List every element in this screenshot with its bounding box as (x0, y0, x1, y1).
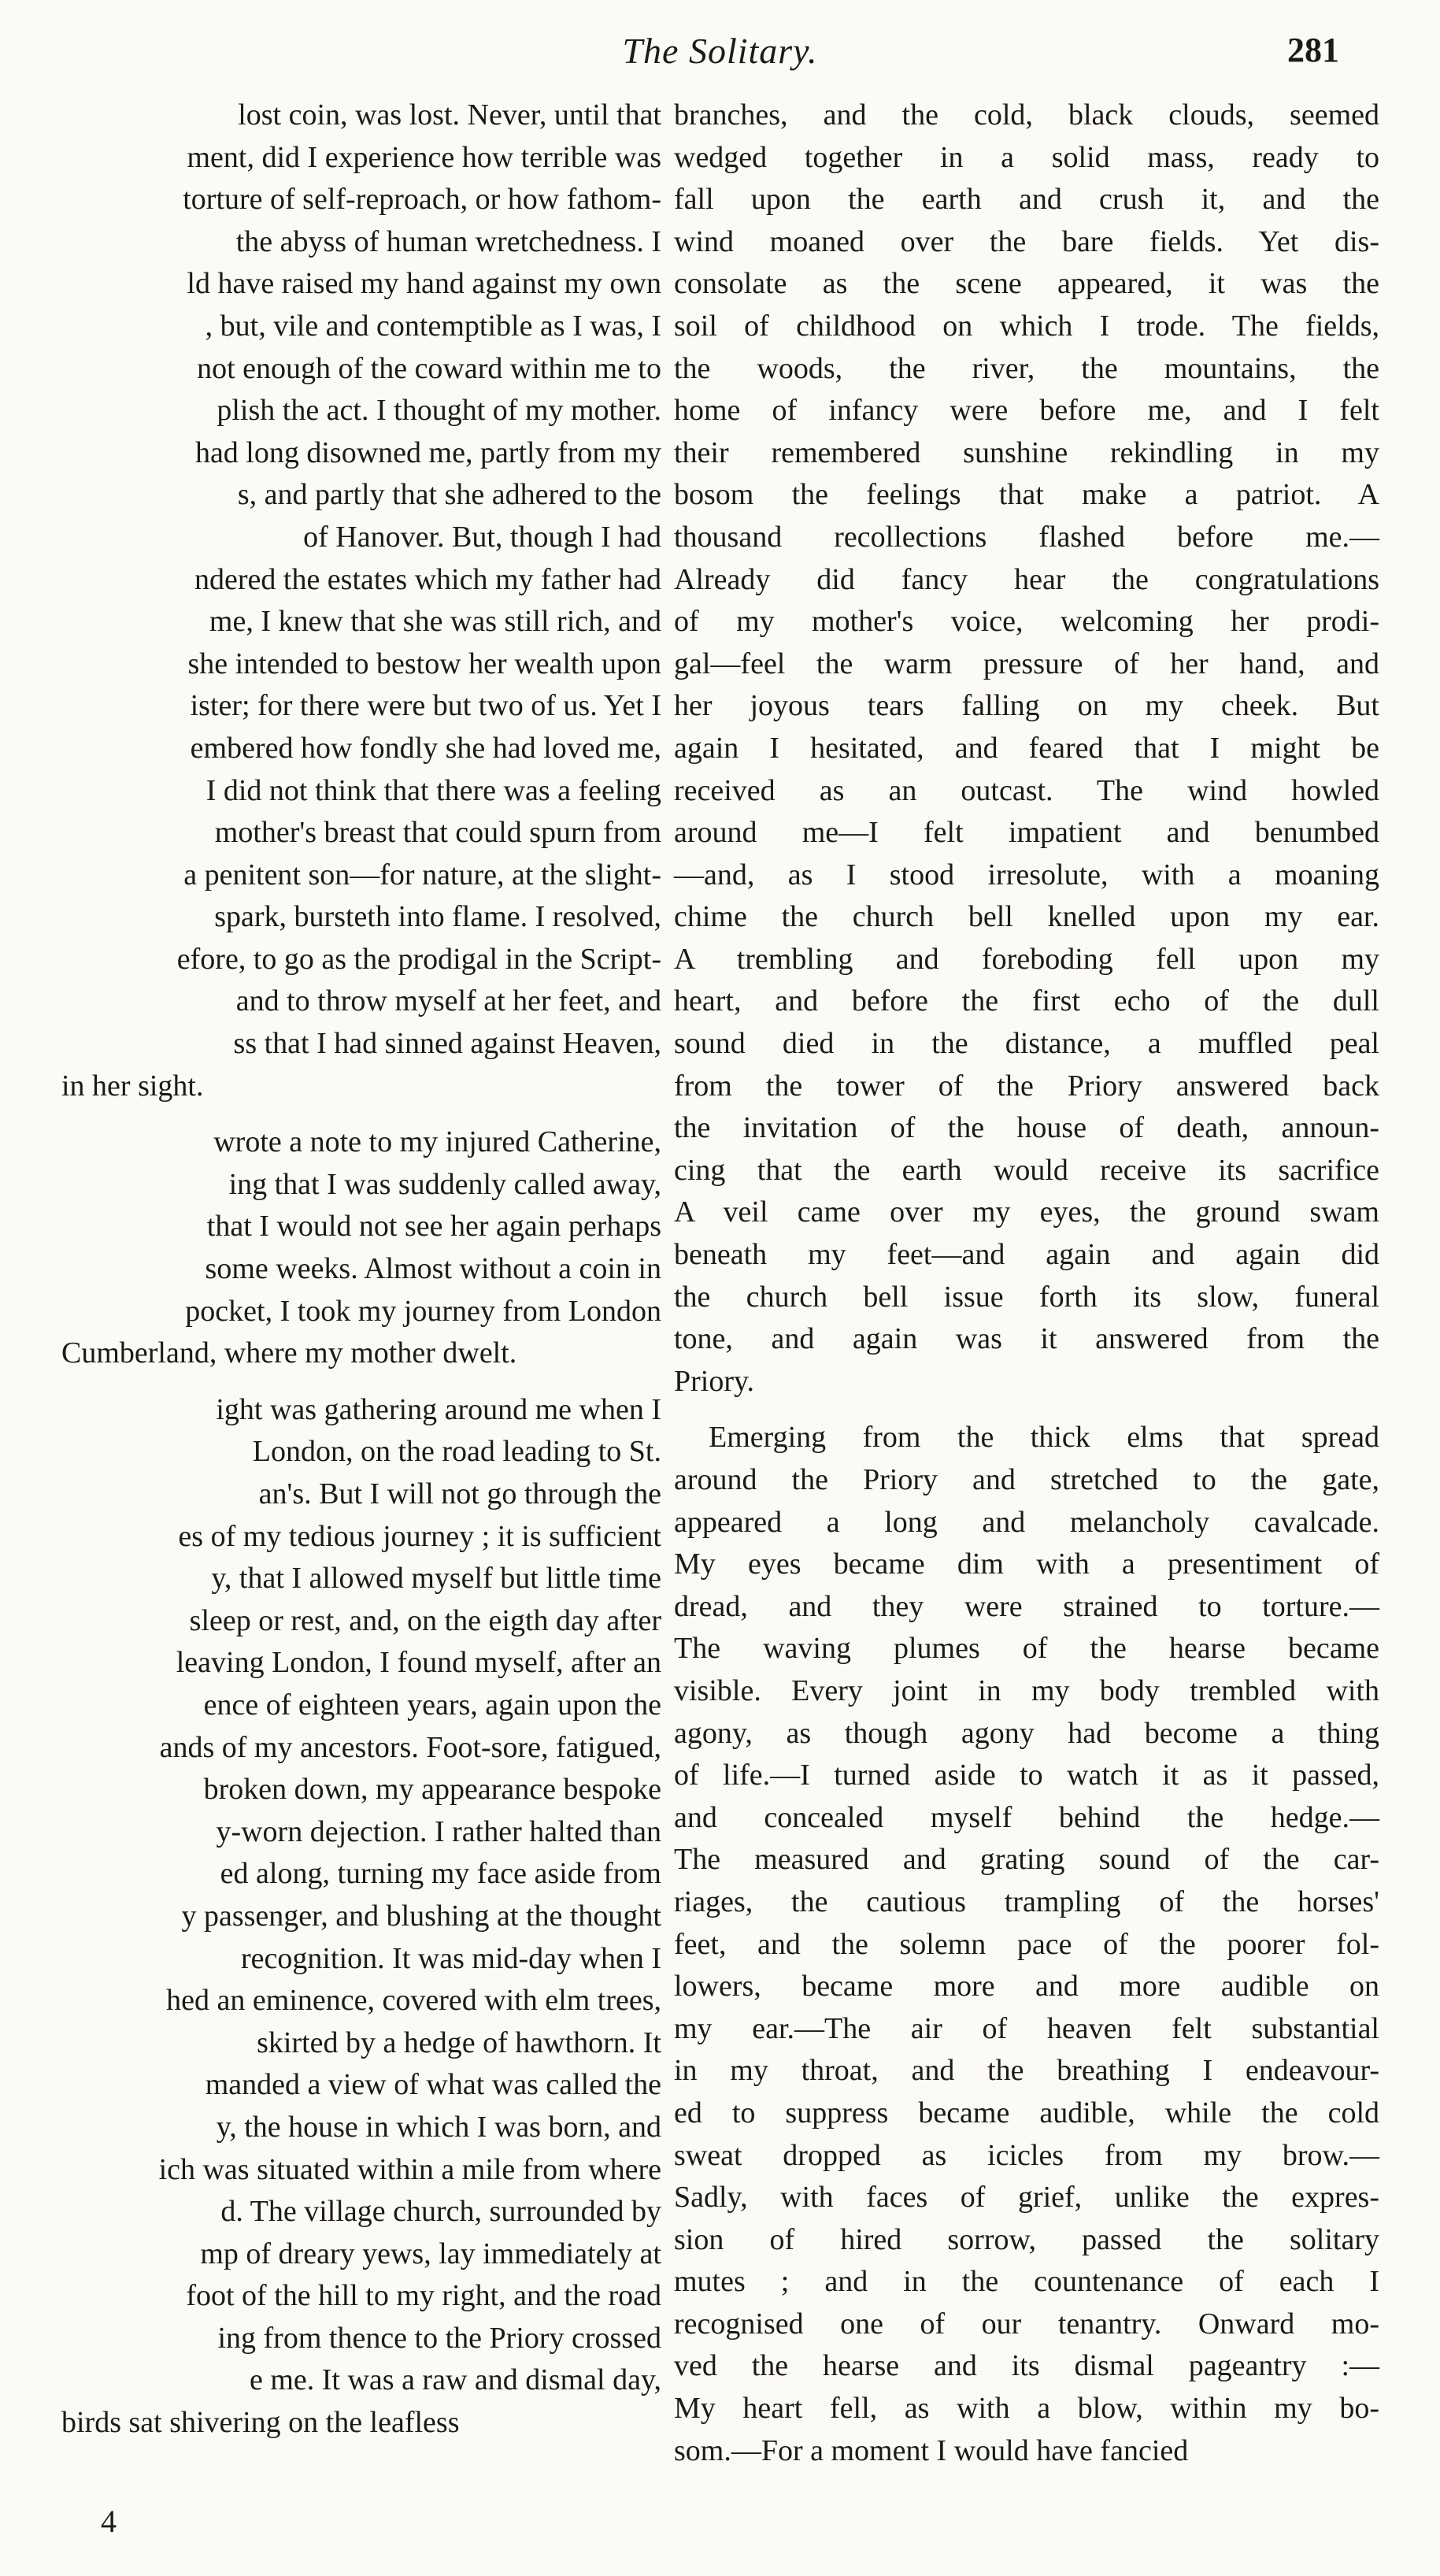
text-line: some weeks. Almost without a coin in (205, 1252, 661, 1286)
text-line: and to throw myself at her feet, and (235, 984, 661, 1018)
text-line: I did not think that there was a feeling (205, 773, 661, 807)
text-line: skirted by a hedge of hawthorn. It (257, 2026, 661, 2059)
text-line: the woods, the river, the mountains, the (674, 351, 1379, 385)
text-line: my ear.—The air of heaven felt substantial (674, 2011, 1379, 2045)
text-line: agony, as though agony had become a thing (674, 1716, 1379, 1750)
text-line: wrote a note to my injured Catherine, (213, 1125, 661, 1159)
text-line: riages, the cautious trampling of the horses' (674, 1885, 1379, 1918)
text-line: hed an eminence, covered with elm trees, (166, 1984, 661, 2018)
text-line: My eyes became dim with a presentiment of (674, 1547, 1379, 1581)
text-line: mp of dreary yews, lay immediately at (200, 2237, 661, 2270)
text-line: Priory. (674, 1364, 755, 1398)
text-line: not enough of the coward within me to (197, 351, 661, 385)
text-line: Already did fancy hear the congratulations (674, 562, 1379, 596)
text-line: plish the act. I thought of my mother. (217, 394, 661, 428)
text-line: recognition. It was mid-day when I (241, 1941, 661, 1975)
text-line: A veil came over my eyes, the ground swam (674, 1195, 1379, 1229)
text-line: s, and partly that she adhered to the (237, 478, 661, 512)
text-line: Sadly, with faces of grief, unlike the expres- (674, 2181, 1379, 2215)
text-line: branches, and the cold, black clouds, seemed (674, 98, 1379, 132)
text-line: soil of childhood on which I trode. The fields, (674, 309, 1379, 343)
text-line: ved the hearse and its dismal pageantry :— (674, 2349, 1379, 2383)
text-line: home of infancy were before me, and I felt (674, 394, 1379, 428)
text-line: feet, and the solemn pace of the poorer fol- (674, 1927, 1379, 1961)
text-line: mutes ; and in the countenance of each I (674, 2265, 1379, 2299)
text-line: ight was gathering around me when I (216, 1392, 661, 1426)
text-line: ands of my ancestors. Foot-sore, fatigued, (159, 1730, 661, 1764)
text-line: sion of hired sorrow, passed the solitary (674, 2222, 1379, 2256)
paragraph (38, 1389, 661, 2444)
text-line: wind moaned over the bare fields. Yet dis- (674, 224, 1379, 258)
text-line: the church bell issue forth its slow, funeral (674, 1280, 1379, 1314)
text-line: sweat dropped as icicles from my brow.— (674, 2138, 1379, 2172)
text-line: ed along, turning my face aside from (220, 1857, 661, 1891)
paragraph (38, 1121, 661, 1375)
text-line: ing that I was suddenly called away, (228, 1167, 661, 1201)
text-line: of my mother's voice, welcoming her prodi- (674, 605, 1379, 639)
text-line: from the tower of the Priory answered back (674, 1069, 1379, 1103)
text-line: the abyss of human wretchedness. I (235, 224, 661, 258)
text-line: The measured and grating sound of the car- (674, 1843, 1379, 1877)
signature-mark: 4 (101, 2504, 117, 2539)
text-line: My heart fell, as with a blow, within my bo- (674, 2392, 1379, 2426)
text-line: an's. But I will not go through the (258, 1477, 661, 1510)
text-line: birds sat shivering on the leafless (61, 2406, 460, 2440)
text-line: ndered the estates which my father had (194, 562, 661, 596)
text-line: visible. Every joint in my body trembled with (674, 1673, 1379, 1707)
text-line: sleep or rest, and, on the eigth day after (189, 1603, 661, 1637)
paragraph-gap (38, 1375, 661, 1389)
paragraph-gap (674, 1403, 1379, 1417)
text-line: recognised one of our tenantry. Onward mo- (674, 2307, 1379, 2341)
text-line: her joyous tears falling on my cheek. But (674, 689, 1379, 723)
text-line: , but, vile and contemptible as I was, I (205, 309, 661, 343)
text-line: leaving London, I found myself, after an (176, 1646, 661, 1680)
text-line: tone, and again was it answered from the (674, 1322, 1379, 1356)
text-line: me, I knew that she was still rich, and (209, 605, 661, 639)
text-line: torture of self-reproach, or how fathom- (183, 183, 661, 217)
text-line: their remembered sunshine rekindling in my (674, 436, 1379, 469)
paragraph (674, 95, 1379, 1403)
text-line: again I hesitated, and feared that I might be (674, 731, 1379, 765)
text-line: e me. It was a raw and dismal day, (249, 2363, 661, 2397)
text-line: manded a view of what was called the (205, 2068, 661, 2102)
text-line: a penitent son—for nature, at the slight- (183, 858, 661, 891)
text-line: broken down, my appearance bespoke (203, 1773, 661, 1807)
text-line: she intended to bestow her wealth upon (187, 647, 661, 680)
text-line: chime the church bell knelled upon my ear. (674, 900, 1379, 934)
text-line: es of my tedious journey ; it is sufficient (178, 1519, 661, 1553)
text-line: that I would not see her again perhaps (206, 1210, 661, 1244)
text-line: y, that I allowed myself but little time (211, 1562, 661, 1596)
text-line: wedged together in a solid mass, ready to (674, 140, 1379, 174)
text-line: d. The village church, surrounded by (220, 2195, 661, 2229)
paragraph (38, 95, 661, 1107)
text-line: pocket, I took my journey from London (185, 1294, 661, 1328)
text-line: London, on the road leading to St. (252, 1435, 661, 1469)
text-line: y, the house in which I was born, and (216, 2110, 661, 2144)
text-line: ister; for there were but two of us. Yet I (190, 689, 661, 723)
text-line: thousand recollections flashed before me.— (674, 520, 1379, 554)
text-line: around the Priory and stretched to the gate, (674, 1463, 1379, 1496)
text-line: mother's breast that could spurn from (214, 816, 661, 850)
running-title: The Solitary. (622, 31, 818, 71)
text-line: of Hanover. But, though I had (303, 520, 661, 554)
text-line: som.—For a moment I would have fancied (674, 2433, 1189, 2467)
text-line: and concealed myself behind the hedge.— (674, 1800, 1379, 1834)
text-line: heart, and before the first echo of the dull (674, 984, 1379, 1018)
text-line: Emerging from the thick elms that spread (709, 1421, 1379, 1455)
text-line: sound died in the distance, a muffled peal (674, 1027, 1379, 1061)
text-line: —and, as I stood irresolute, with a moaning (674, 858, 1379, 891)
text-line: received as an outcast. The wind howled (674, 773, 1379, 807)
text-line: embered how fondly she had loved me, (190, 731, 661, 765)
page-number: 281 (1287, 31, 1339, 69)
text-line: ence of eighteen years, again upon the (203, 1688, 661, 1722)
text-line: ich was situated within a mile from where (158, 2152, 661, 2186)
text-line: cing that the earth would receive its sacrifice (674, 1153, 1379, 1187)
text-line: appeared a long and melancholy cavalcade. (674, 1505, 1379, 1539)
text-line: in her sight. (61, 1069, 204, 1103)
text-line: ld have raised my hand against my own (187, 267, 661, 301)
text-line: around me—I felt impatient and benumbed (674, 816, 1379, 850)
text-line: in my throat, and the breathing I endeavour- (674, 2054, 1379, 2088)
text-line: beneath my feet—and again and again did (674, 1238, 1379, 1272)
text-line: lowers, became more and more audible on (674, 1970, 1379, 2003)
text-line: A trembling and foreboding fell upon my (674, 942, 1379, 976)
right-column (674, 95, 1379, 2472)
text-line: had long disowned me, partly from my (194, 436, 661, 469)
text-line: gal—feel the warm pressure of her hand, and (674, 647, 1379, 680)
text-line: spark, bursteth into flame. I resolved, (214, 900, 661, 934)
text-line: consolate as the scene appeared, it was the (674, 267, 1379, 301)
text-line: fall upon the earth and crush it, and the (674, 183, 1379, 217)
text-line: ment, did I experience how terrible was (187, 140, 661, 174)
page-header (0, 30, 1440, 85)
text-line: bosom the feelings that make a patriot. A (674, 478, 1379, 512)
text-line: ss that I had sinned against Heaven, (233, 1027, 661, 1061)
paragraph-gap (38, 1107, 661, 1121)
text-line: ed to suppress became audible, while the cold (674, 2096, 1379, 2129)
text-line: lost coin, was lost. Never, until that (238, 98, 661, 132)
text-line: y passenger, and blushing at the thought (181, 1899, 661, 1933)
text-line: the invitation of the house of death, announ- (674, 1111, 1379, 1145)
text-line: The waving plumes of the hearse became (674, 1632, 1379, 1666)
text-line: y-worn dejection. I rather halted than (216, 1814, 661, 1848)
text-line: of life.—I turned aside to watch it as it passed, (674, 1759, 1379, 1792)
left-column (38, 95, 661, 2444)
text-line: efore, to go as the prodigal in the Script- (176, 942, 661, 976)
paragraph (674, 1417, 1379, 2472)
text-line: Cumberland, where my mother dwelt. (61, 1336, 517, 1370)
text-line: foot of the hill to my right, and the road (186, 2279, 661, 2313)
text-line: ing from thence to the Priory crossed (217, 2321, 661, 2355)
text-line: dread, and they were strained to torture.— (674, 1589, 1379, 1623)
